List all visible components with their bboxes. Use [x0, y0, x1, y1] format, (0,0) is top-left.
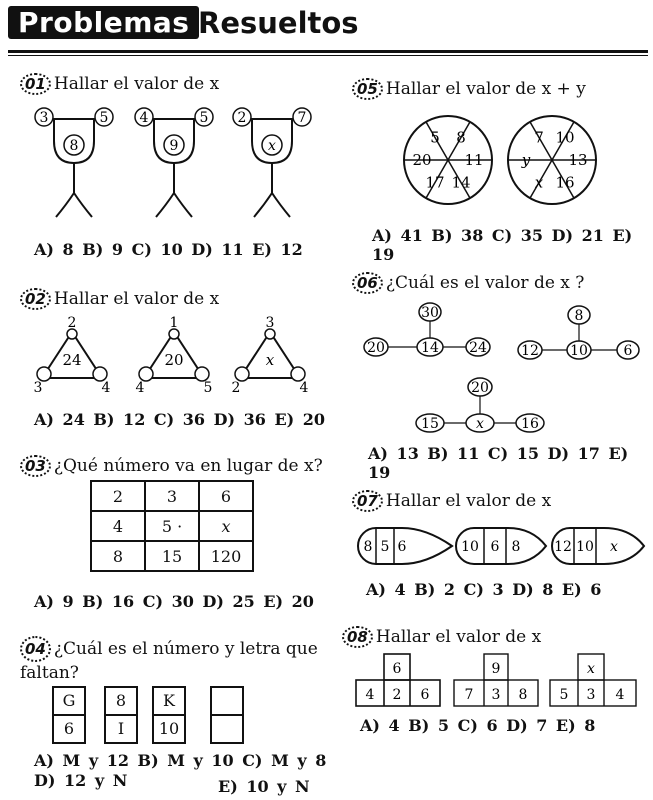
left-number: 2 [237, 110, 247, 126]
top-number: 6 [392, 661, 402, 677]
row-number: 3 [586, 687, 596, 703]
middle-number: 6 [490, 539, 500, 555]
left-number: 12 [521, 343, 539, 359]
wheel-number: 13 [568, 151, 588, 169]
wheel-number: 10 [555, 128, 575, 147]
row-number: 3 [491, 687, 501, 703]
right-number: 8 [511, 539, 521, 555]
top-number: 2 [67, 316, 77, 331]
grid-cell: 2 [91, 481, 145, 511]
problem-04-heading [20, 636, 320, 684]
grid-cell: 4 [91, 511, 145, 541]
problem-number: 03 [20, 455, 51, 477]
problem-number: 01 [20, 73, 51, 95]
triangle-figure [136, 316, 213, 396]
pair-box-bottom: I [104, 714, 138, 744]
block-figure [356, 654, 440, 706]
problem-01-options: A) 8 B) 9 C) 10 D) 11 E) 12 [34, 240, 303, 259]
row-number: 4 [615, 687, 625, 703]
grid-cell: x [199, 511, 253, 541]
row-number: 6 [420, 687, 430, 703]
problem-01-figures [30, 105, 320, 230]
header-badge: Problemas [8, 6, 199, 39]
right-number: 5 [99, 110, 109, 126]
left-number: 4 [139, 110, 149, 126]
drop-shape [552, 528, 644, 564]
center-number: 24 [62, 351, 82, 369]
center-number: 14 [421, 340, 439, 356]
problem-07-options: A) 4 B) 2 C) 3 D) 8 E) 6 [366, 580, 602, 599]
problem-04-options-line2b: E) 10 y N [218, 777, 310, 796]
center-number: 20 [164, 351, 184, 369]
wheel-number: 11 [464, 151, 484, 169]
middle-number: 5 [380, 539, 390, 555]
problem-07-heading [352, 490, 551, 512]
cross-figure [518, 306, 639, 359]
triangle-figure [232, 316, 309, 396]
number-wheel [404, 116, 492, 204]
block-figure [454, 654, 538, 706]
problem-05-heading [352, 78, 586, 100]
pair-box-bottom: 6 [52, 714, 86, 744]
wheel-number: x [534, 173, 544, 192]
right-number: 7 [297, 110, 307, 126]
problem-07-figures [352, 520, 652, 570]
left-number: 15 [421, 416, 439, 432]
right-number: 24 [469, 340, 487, 356]
problem-title: Hallar el valor de x [53, 289, 220, 309]
drop-shape [358, 528, 452, 564]
problem-title: Hallar el valor de x [53, 74, 220, 94]
wheel-number: 5 [430, 128, 440, 147]
wheel-number: 16 [555, 173, 575, 192]
row-number: 4 [365, 687, 375, 703]
problem-03-heading [20, 455, 323, 477]
center-number: x [265, 351, 275, 369]
pair-box-bottom: 10 [152, 714, 186, 744]
top-number: 3 [265, 316, 275, 331]
header-rule [8, 50, 648, 53]
problem-08-heading [342, 626, 541, 648]
pair-box-top: G [52, 686, 86, 716]
stick-figure [135, 108, 213, 217]
top-number: x [587, 661, 595, 677]
wheel-number: 20 [412, 151, 432, 169]
problem-06-figures [350, 295, 650, 445]
problem-05-options: A) 41 B) 38 C) 35 D) 21 E) 19 [372, 226, 633, 264]
header-title: Resueltos [198, 6, 359, 40]
wheel-number: y [521, 151, 531, 169]
stick-figure [35, 108, 113, 217]
left-number: 4 [135, 380, 145, 396]
pair-box-top: K [152, 686, 186, 716]
grid-row [91, 481, 253, 511]
cross-figure [364, 303, 490, 356]
problem-title: Hallar el valor de x [385, 491, 552, 511]
top-number: 8 [574, 308, 584, 324]
grid-row [91, 541, 253, 571]
grid-cell: 8 [91, 541, 145, 571]
problem-number: 08 [342, 626, 373, 648]
problem-03-options: A) 9 B) 16 C) 30 D) 25 E) 20 [34, 592, 314, 611]
row-number: 7 [464, 687, 474, 703]
pair-box-top: 8 [104, 686, 138, 716]
top-number: 20 [471, 380, 489, 396]
problem-08-figures [352, 650, 652, 712]
problem-title: Hallar el valor de x + y [385, 79, 586, 99]
problem-03-grid [90, 480, 254, 572]
block-figure [550, 654, 636, 706]
header-rule-thin [8, 55, 648, 56]
problem-title: ¿Cuál es el número y letra que faltan? [20, 639, 318, 683]
right-number: x [610, 539, 618, 555]
top-number: 30 [421, 305, 439, 321]
problem-02-figures [30, 316, 320, 396]
wheel-number: 7 [534, 128, 544, 147]
left-number: 2 [231, 380, 241, 396]
left-number: 3 [39, 110, 49, 126]
drop-shape [456, 528, 546, 564]
problem-number: 06 [352, 272, 383, 294]
right-number: 5 [199, 110, 209, 126]
problem-08-options: A) 4 B) 5 C) 6 D) 7 E) 8 [360, 716, 596, 735]
grid-cell: 120 [199, 541, 253, 571]
problem-06-options: A) 13 B) 11 C) 15 D) 17 E) 19 [368, 444, 629, 482]
right-number: 4 [299, 380, 309, 396]
grid-row [91, 511, 253, 541]
grid-cell: 5 · [145, 511, 199, 541]
problem-title: ¿Cuál es el valor de x ? [385, 273, 585, 293]
pair-box-bottom [210, 714, 244, 744]
problem-02-heading [20, 288, 219, 310]
center-number: x [268, 138, 276, 154]
problem-title: ¿Qué número va en lugar de x? [53, 456, 323, 476]
problem-04-options-line1: A) M y 12 B) M y 10 C) M y 8 [34, 751, 327, 770]
middle-number: 10 [576, 539, 594, 555]
grid-cell: 15 [145, 541, 199, 571]
number-wheel [508, 116, 596, 204]
left-number: 10 [461, 539, 479, 555]
problem-number: 05 [352, 78, 383, 100]
center-number: 10 [570, 343, 588, 359]
center-number: x [476, 416, 484, 432]
pair-box-top [210, 686, 244, 716]
center-number: 8 [69, 138, 79, 154]
row-number: 5 [559, 687, 569, 703]
right-number: 4 [101, 380, 111, 396]
left-number: 20 [367, 340, 385, 356]
row-number: 8 [518, 687, 528, 703]
top-number: 1 [169, 316, 179, 331]
problem-number: 07 [352, 490, 383, 512]
wheel-number: 8 [456, 128, 466, 147]
problem-02-options: A) 24 B) 12 C) 36 D) 36 E) 20 [34, 410, 326, 429]
problem-title: Hallar el valor de x [375, 627, 542, 647]
problem-number: 04 [20, 636, 51, 662]
grid-cell: 6 [199, 481, 253, 511]
right-number: 5 [203, 380, 213, 396]
left-number: 3 [33, 380, 43, 396]
right-number: 6 [623, 343, 633, 359]
stick-figure [233, 108, 311, 217]
triangle-figure [34, 316, 111, 396]
left-number: 12 [554, 539, 572, 555]
problem-04-options-line2a: D) 12 y N [34, 771, 128, 790]
cross-figure [416, 378, 544, 432]
wheel-number: 17 [425, 173, 445, 192]
problem-06-heading [352, 272, 584, 294]
left-number: 8 [363, 539, 373, 555]
row-number: 2 [392, 687, 402, 703]
problem-01-heading [20, 73, 219, 95]
problem-number: 02 [20, 288, 51, 310]
grid-cell: 3 [145, 481, 199, 511]
problem-05-wheels [400, 112, 610, 210]
top-number: 9 [491, 661, 501, 677]
right-number: 16 [521, 416, 539, 432]
wheel-number: 14 [451, 173, 471, 192]
center-number: 9 [169, 138, 179, 154]
right-number: 6 [397, 539, 407, 555]
